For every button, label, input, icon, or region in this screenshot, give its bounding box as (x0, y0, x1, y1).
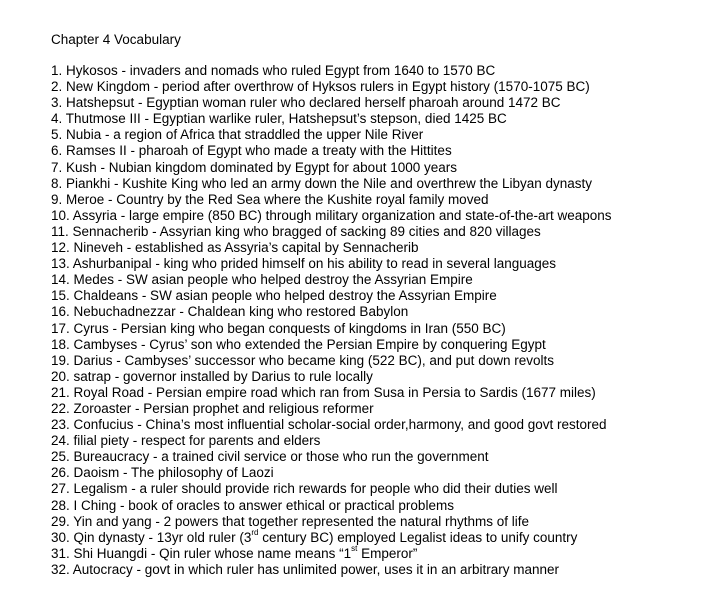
vocab-item-11: 11. Sennacherib - Assyrian king who bragged of sacking 89 cities and 820 villages (51, 223, 541, 239)
vocab-item-15: 15. Chaldeans - SW asian people who helped destroy the Assyrian Empire (51, 288, 497, 304)
vocab-item-6: 6. Ramses II - pharoah of Egypt who made a treaty with the Hittites (51, 143, 452, 159)
vocab-item-1: 1. Hykosos - invaders and nomads who ruled Egypt from 1640 to 1570 BC (51, 63, 496, 78)
vocab-item-31-text-end: Emperor” (357, 545, 418, 561)
vocab-item-29: 29. Yin and yang - 2 powers that together represented the natural rhythms of life (51, 513, 530, 529)
vocab-item-27: 27. Legalism - a ruler should provide rich rewards for people who did their duties well (51, 481, 558, 497)
vocab-item-26: 26. Daoism - The philosophy of Laozi (51, 465, 274, 481)
vocab-item-31 (51, 546, 691, 562)
vocab-item-28: 28. I Ching - book of oracles to answer ethical or practical problems (51, 497, 454, 513)
document-title: Chapter 4 Vocabulary (51, 32, 181, 47)
vocab-item-24: 24. filial piety - respect for parents and elders (51, 433, 321, 449)
vocab-item-13: 13. Ashurbanipal - king who prided himself on his ability to read in several languages (51, 256, 557, 272)
vocab-item-22: 22. Zoroaster - Persian prophet and religious reformer (51, 400, 374, 416)
vocab-item-5: 5. Nubia - a region of Africa that straddled the upper Nile River (51, 127, 424, 143)
vocab-item-7: 7. Kush - Nubian kingdom dominated by Egypt for about 1000 years (51, 159, 457, 175)
vocab-item-3: 3. Hatshepsut - Egyptian woman ruler who declared herself pharoah around 1472 BC (51, 95, 561, 111)
vocab-item-10: 10. Assyria - large empire (850 BC) through military organization and state-of-the-art weapons (51, 207, 612, 223)
vocab-item-12: 12. Nineveh - established as Assyria’s capital by Sennacherib (51, 240, 419, 256)
vocab-item-31-text: 31. Shi Huangdi - Qin ruler whose name means “1 (51, 545, 352, 561)
document-page (51, 31, 691, 578)
vocab-item-32: 32. Autocracy - govt in which ruler has unlimited power, uses it in an arbitrary manner (51, 561, 559, 577)
vocab-item-23: 23. Confucius - China’s most influential scholar-social order,harmony, and good govt restored (51, 417, 607, 433)
vocab-item-20: 20. satrap - governor installed by Darius to rule locally (51, 368, 373, 384)
vocab-item-8: 8. Piankhi - Kushite King who led an army down the Nile and overthrew the Libyan dynasty (51, 175, 593, 191)
vocab-item-30-text-end: century BC) employed Legalist ideas to unify country (258, 529, 578, 545)
vocab-item-16: 16. Nebuchadnezzar - Chaldean king who restored Babylon (51, 304, 409, 320)
ordinal-suffix: st (351, 544, 358, 554)
ordinal-suffix: rd (251, 528, 259, 538)
vocab-item-30-text: 30. Qin dynasty - 13yr old ruler (3 (51, 529, 252, 545)
vocabulary-list (51, 63, 691, 578)
vocab-item-25: 25. Bureaucracy - a trained civil service or those who run the government (51, 449, 489, 465)
vocab-item-30 (51, 530, 691, 546)
vocab-item-14: 14. Medes - SW asian people who helped destroy the Assyrian Empire (51, 272, 473, 288)
vocab-item-21: 21. Royal Road - Persian empire road which ran from Susa in Persia to Sardis (1677 miles) (51, 384, 596, 400)
vocab-item-17: 17. Cyrus - Persian king who began conquests of kingdoms in Iran (550 BC) (51, 320, 506, 336)
vocab-item-18: 18. Cambyses - Cyrus’ son who extended the Persian Empire by conquering Egypt (51, 336, 546, 352)
vocab-item-4: 4. Thutmose III - Egyptian warlike ruler, Hatshepsut’s stepson, died 1425 BC (51, 111, 507, 127)
vocab-item-9: 9. Meroe - Country by the Red Sea where the Kushite royal family moved (51, 191, 489, 207)
vocab-item-2: 2. New Kingdom - period after overthrow of Hyksos rulers in Egypt history (1570-1075 BC) (51, 79, 590, 95)
vocab-item-19: 19. Darius - Cambyses’ successor who became king (522 BC), and put down revolts (51, 352, 554, 368)
